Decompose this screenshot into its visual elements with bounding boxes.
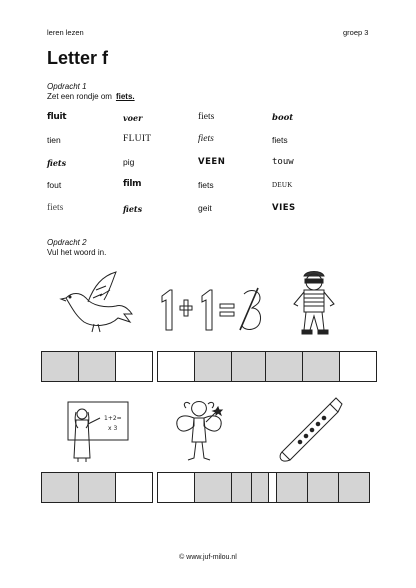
word-cell[interactable]: voer	[123, 113, 143, 123]
letter-box[interactable]	[339, 351, 377, 382]
word-cell[interactable]: tien	[47, 135, 61, 145]
answer-boxes	[252, 472, 370, 503]
letter-box[interactable]	[251, 472, 277, 503]
equation-icon	[158, 286, 266, 334]
opdracht1-instruction	[47, 92, 135, 101]
letter-box[interactable]	[115, 351, 153, 382]
fairy-icon	[172, 398, 226, 466]
flute-icon	[276, 396, 348, 468]
header-right: groep 3	[343, 28, 369, 37]
word-cell[interactable]: touw	[272, 157, 294, 167]
opdracht2-instruction: Vul het woord in.	[47, 248, 107, 257]
word-cell[interactable]: fiets	[47, 203, 64, 213]
letter-box[interactable]	[338, 472, 370, 503]
letter-box[interactable]	[115, 472, 153, 503]
word-cell[interactable]: fiets	[272, 135, 288, 145]
page-title: Letter f	[47, 48, 109, 68]
word-cell[interactable]: VIES	[272, 203, 296, 213]
word-cell[interactable]: fiets	[47, 158, 67, 168]
word-cell[interactable]: fiets	[198, 134, 214, 144]
svg-text:1+2=: 1+2=	[104, 415, 122, 422]
letter-box[interactable]	[194, 472, 232, 503]
word-cell[interactable]: geit	[198, 203, 212, 213]
answer-boxes	[42, 351, 153, 382]
word-cell[interactable]: fluit	[47, 112, 67, 122]
word-cell[interactable]: film	[123, 179, 142, 189]
answer-boxes	[158, 351, 269, 382]
answer-boxes	[42, 472, 153, 503]
word-cell[interactable]: boot	[272, 113, 294, 123]
word-cell[interactable]: FLUIT	[123, 134, 152, 144]
letter-box[interactable]	[78, 351, 116, 382]
letter-box[interactable]	[307, 472, 339, 503]
letter-box[interactable]	[41, 351, 79, 382]
letter-box[interactable]	[78, 472, 116, 503]
word-cell[interactable]: fiets	[198, 180, 214, 190]
word-cell[interactable]: VEEN	[198, 157, 226, 167]
thief-icon	[290, 268, 340, 340]
word-cell[interactable]: fout	[47, 180, 62, 190]
header-left: leren lezen	[47, 28, 84, 37]
word-cell[interactable]: fiets	[123, 204, 143, 214]
instruction-keyword: fiets.	[115, 92, 135, 101]
svg-text:x 3: x 3	[108, 425, 118, 432]
letter-box[interactable]	[276, 472, 308, 503]
letter-box[interactable]	[41, 472, 79, 503]
opdracht2-label: Opdracht 2	[47, 238, 87, 247]
word-cell[interactable]: pig	[123, 157, 135, 167]
letter-box[interactable]	[265, 351, 303, 382]
opdracht1-label: Opdracht 1	[47, 82, 87, 91]
teacher-icon	[64, 398, 136, 464]
word-cell[interactable]: fiets	[198, 112, 215, 122]
letter-box[interactable]	[157, 351, 195, 382]
dove-icon	[58, 268, 138, 340]
letter-box[interactable]	[194, 351, 232, 382]
letter-box[interactable]	[157, 472, 195, 503]
answer-boxes	[266, 351, 377, 382]
instruction-text: Zet een rondje om	[47, 92, 112, 101]
word-cell[interactable]: DEUK	[272, 181, 293, 189]
letter-box[interactable]	[231, 351, 269, 382]
footer-copyright: © www.juf-milou.nl	[179, 554, 237, 561]
letter-box[interactable]	[302, 351, 340, 382]
